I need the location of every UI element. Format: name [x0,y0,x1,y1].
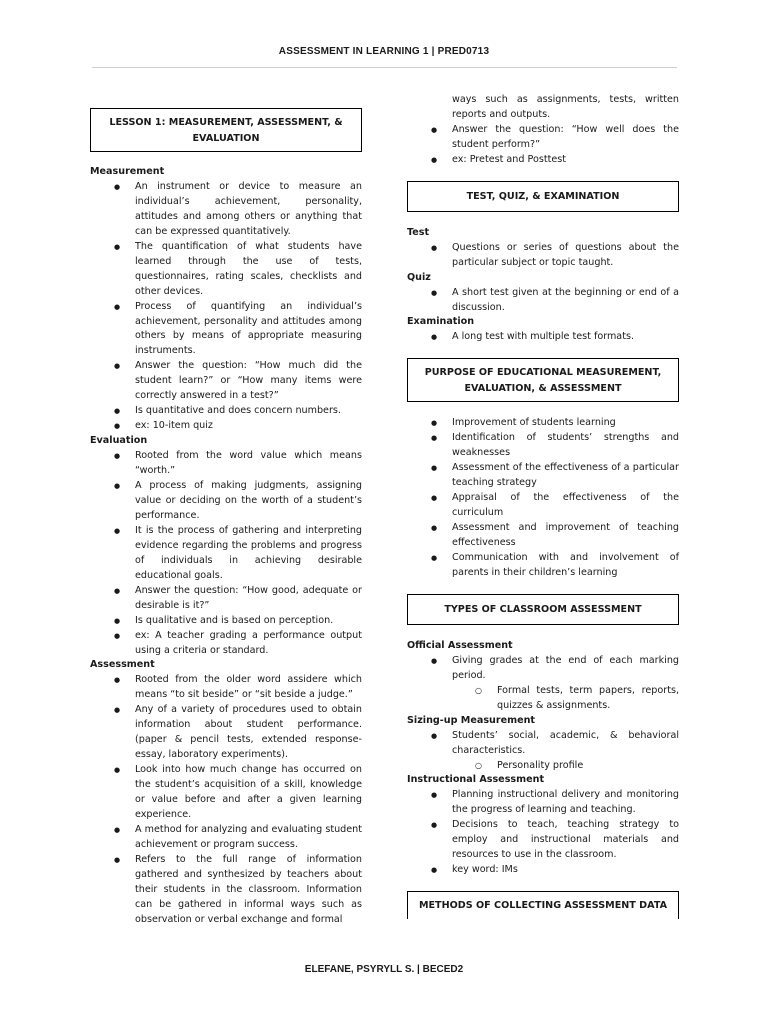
lesson-title-box [90,108,362,152]
page-header: ASSESSMENT IN LEARNING 1 | PRED0713 [278,46,490,57]
methods-box: METHODS OF COLLECTING ASSESSMENT DATA [407,891,679,919]
sizing-up-heading: Sizing-up Measurement [407,714,536,726]
official-assessment-heading: Official Assessment [407,639,513,651]
header-divider [92,67,677,68]
list-item: ● Questions or series of questions about the particular subject or topic taught. [407,241,679,271]
purpose-box-line-1: PURPOSE OF EDUCATIONAL MEASUREMENT, [424,367,662,379]
sizing-up-list [407,729,679,774]
list-item: ● Students’ social, academic, & behavioral characteristics. [407,729,679,759]
list-item: ● A short test given at the beginning or end of a discussion. [407,286,679,316]
list-item: ● Assessment of the effectiveness of a particular teaching strategy [407,461,679,491]
purpose-box [407,358,679,402]
list-item: ● The quantification of what students have learned through the use of tests, questionnaires, rating scales, checklists and other devices. [90,240,362,300]
list-item: ● A method for analyzing and evaluating student achievement or program success. [90,823,362,853]
list-item: ● ex: A teacher grading a performance output using a criteria or standard. [90,629,362,659]
list-item: ● Is quantitative and does concern numbers. [90,404,362,419]
page-footer: ELEFANE, PSYRYLL S. | BECED2 [304,964,464,975]
list-item: ● Process of quantifying an individual’s achievement, personality and attitudes among others by means of appropriate measuring instruments. [90,300,362,360]
list-item: ● Identification of students’ strengths and weaknesses [407,431,679,461]
quiz-list [407,286,679,316]
list-item: ● Decisions to teach, teaching strategy to employ and instructional materials and resources to use in the classroom. [407,818,679,863]
list-item: ● Planning instructional delivery and monitoring the progress of learning and teaching. [407,788,679,818]
types-box: TYPES OF CLASSROOM ASSESSMENT [407,594,679,625]
right-column [407,93,679,919]
quiz-heading: Quiz [407,271,431,283]
list-item: ● Look into how much change has occurred on the student’s acquisition of a skill, knowledge or value before and after a given learning experience. [90,763,362,823]
list-item: ● Rooted from the older word assidere which means “to sit beside” or “sit beside a judge.” [90,673,362,703]
list-item: ● Communication with and involvement of parents in their children’s learning [407,551,679,581]
list-item: ● ex: Pretest and Posttest [407,153,679,168]
sub-list-item: ○ Personality profile [407,759,679,774]
assessment-list-continued [407,123,679,168]
test-quiz-exam-box: TEST, QUIZ, & EXAMINATION [407,181,679,212]
list-item: ● Any of a variety of procedures used to obtain information about student performance. (paper & pencil tests, extended response-essay, laboratory experiments). [90,703,362,763]
sub-list-item: ○ Formal tests, term papers, reports, quizzes & assignments. [407,684,679,714]
list-item: ● Giving grades at the end of each marking period. [407,654,679,684]
list-item: ● Answer the question: “How good, adequate or desirable is it?” [90,584,362,614]
list-item: ● Improvement of students learning [407,416,679,431]
examination-heading: Examination [407,316,475,328]
list-item: ● Appraisal of the effectiveness of the curriculum [407,491,679,521]
lesson-title-line-1: LESSON 1: MEASUREMENT, ASSESSMENT, & [109,117,343,128]
instructional-assessment-list [407,788,679,878]
list-item: ● A process of making judgments, assigning value or deciding on the worth of a student’s performance. [90,479,362,524]
list-item: ● An instrument or device to measure an individual’s achievement, personality, attitudes and among others or anything that can be expressed quantitatively. [90,180,362,240]
lesson-title-line-2: EVALUATION [192,132,260,144]
list-item: ● Rooted from the word value which means “worth.” [90,449,362,479]
purpose-list [407,416,679,580]
measurement-list [90,180,362,434]
list-item: ● ex: 10-item quiz [90,419,362,434]
assessment-heading: Assessment [90,659,155,671]
measurement-heading: Measurement [90,166,165,177]
evaluation-list [90,449,362,658]
test-list [407,241,679,271]
list-item: ● Answer the question: “How much did the student learn?” or “How many items were correctly answered in a test?” [90,359,362,404]
list-item: ● key word: IMs [407,863,679,878]
official-assessment-list [407,654,679,714]
list-item: ● Answer the question: “How well does the student perform?” [407,123,679,153]
purpose-box-line-2: EVALUATION, & ASSESSMENT [464,382,622,394]
list-item: ● Refers to the full range of information gathered and synthesized by teachers about their students in the classroom. Information can be gathered in informal ways such as observation or verbal exchange and formal [90,853,362,928]
assessment-continuation: ways such as assignments, tests, written reports and outputs. [452,94,679,120]
list-item: ● A long test with multiple test formats. [407,330,679,345]
test-heading: Test [407,226,430,238]
assessment-list [90,673,362,927]
instructional-assessment-heading: Instructional Assessment [407,774,545,786]
left-column [90,108,362,928]
list-item: ● Is qualitative and is based on perception. [90,614,362,629]
list-item: ● Assessment and improvement of teaching effectiveness [407,521,679,551]
list-item: ● It is the process of gathering and interpreting evidence regarding the problems and progress of individuals in achieving desirable educational goals. [90,524,362,584]
evaluation-heading: Evaluation [90,435,148,447]
examination-list [407,330,679,345]
